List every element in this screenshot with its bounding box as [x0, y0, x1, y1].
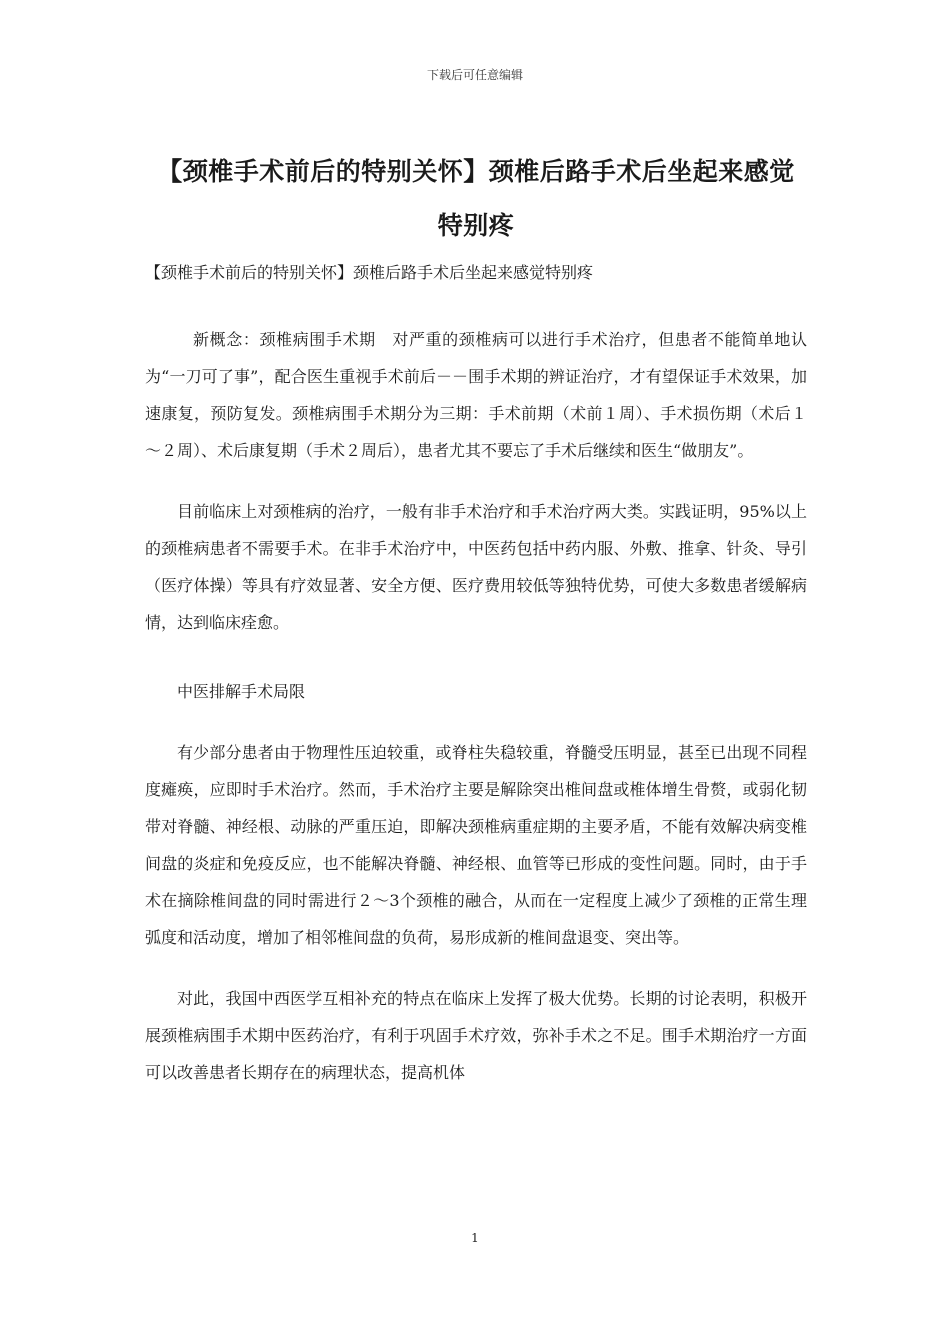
page-number: 1 — [471, 1231, 479, 1245]
page-header: 下载后可任意编辑 — [426, 68, 523, 82]
paragraph-concept: 新概念：颈椎病围手术期 对严重的颈椎病可以进行手术治疗，但患者不能简单地认为“一刀可了事”，配合医生重视手术前后－－围手术期的辨证治疗，才有望保证手术效果，加速康复，预防复发。颈椎病围手术期分为三期：手术前期（术前１周）、手术损伤期（术后１～２周）、术后康复期（手术２周后），患者尤其不要忘了手术后继续和医生“做朋友”。 — [145, 330, 807, 460]
paragraph-integrated-medicine: 对此，我国中西医学互相补充的特点在临床上发挥了极大优势。长期的讨论表明，积极开展颈椎病围手术期中医药治疗，有利于巩固手术疗效，弥补手术之不足。围手术期治疗一方面可以改善患者长期存在的病理状态，提高机体 — [145, 989, 807, 1082]
paragraph-treatment: 目前临床上对颈椎病的治疗，一般有非手术治疗和手术治疗两大类。实践证明，95%以上的颈椎病患者不需要手术。在非手术治疗中，中医药包括中药内服、外敷、推拿、针灸、导引（医疗体操）等具有疗效显著、安全方便、医疗费用较低等独特优势，可使大多数患者缓解病情，达到临床痊愈。 — [145, 502, 807, 632]
document-body — [145, 145, 807, 1091]
paragraph-surgery-limits: 有少部分患者由于物理性压迫较重，或脊柱失稳较重，脊髓受压明显，甚至已出现不同程度瘫痪，应即时手术治疗。然而，手术治疗主要是解除突出椎间盘或椎体增生骨赘，或弱化韧带对脊髓、神经根、动脉的严重压迫，即解决颈椎病重症期的主要矛盾，不能有效解决病变椎间盘的炎症和免疫反应，也不能解决脊髓、神经根、血管等已形成的变性问题。同时，由于手术在摘除椎间盘的同时需进行２～3个颈椎的融合，从而在一定程度上减少了颈椎的正常生理弧度和活动度，增加了相邻椎间盘的负荷，易形成新的椎间盘退变、突出等。 — [145, 743, 807, 947]
document-title: 【颈椎手术前后的特别关怀】颈椎后路手术后坐起来感觉特别疼 — [157, 157, 795, 240]
section-heading: 中医排解手术局限 — [177, 682, 306, 701]
document-subtitle: 【颈椎手术前后的特别关怀】颈椎后路手术后坐起来感觉特别疼 — [145, 263, 594, 282]
